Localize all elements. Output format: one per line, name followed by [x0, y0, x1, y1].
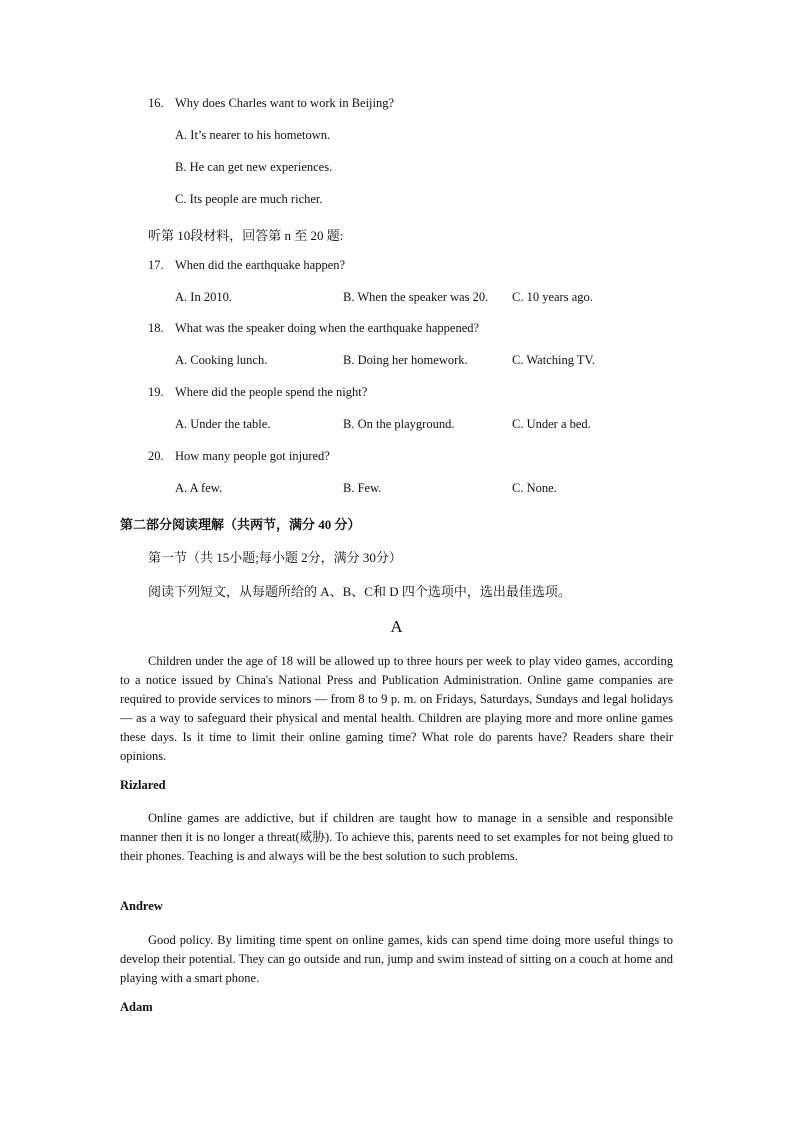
reader-opinion: Good policy. By limiting time spent on online games, kids can spend time doing more useful things to develop their potential. They can go outside and run, jump and swim instead of sitting on a couch at home and playing with a smart phone.: [120, 933, 673, 985]
question-16: [148, 96, 394, 111]
question-number: 20.: [148, 449, 164, 463]
question-text: Why does Charles want to work in Beijing?: [175, 96, 395, 110]
section-instruction: 听第 10段材料，回答第 n 至 20 题:: [148, 228, 344, 243]
question-number: 18.: [148, 321, 164, 335]
question-text: How many people got injured?: [175, 449, 330, 463]
question-text: Where did the people spend the night?: [175, 385, 368, 399]
option-c: C. None.: [512, 481, 557, 495]
question-text: When did the earthquake happen?: [175, 258, 346, 272]
question-number: 19.: [148, 385, 164, 399]
reader-name: Adam: [120, 1000, 153, 1014]
option-a: A. Under the table.: [175, 417, 271, 431]
option-c: C. Watching TV.: [512, 353, 596, 367]
question-17: [148, 258, 345, 273]
question-text: What was the speaker doing when the earthquake happened?: [175, 321, 480, 335]
option-b: B. Doing her homework.: [343, 353, 468, 367]
option-a: A. It’s nearer to his hometown.: [175, 128, 331, 142]
question-19: [148, 385, 367, 400]
option-a: A. Cooking lunch.: [175, 353, 268, 367]
option-c: C. Under a bed.: [512, 417, 591, 431]
reader-opinion: Online games are addictive, but if children are taught how to manage in a sensible and responsible manner then it is no longer a threat(威胁). To achieve this, parents need to set examples for not being glued to their phones. Teaching is and always will be the best solution to such problems.: [120, 811, 673, 863]
option-a: A. A few.: [175, 481, 223, 495]
option-c: C. 10 years ago.: [512, 290, 593, 304]
option-b: B. He can get new experiences.: [175, 160, 333, 174]
section-heading: 第一节（共 15小题;每小题 2分，满分 30分）: [148, 550, 402, 565]
reading-instruction: 阅读下列短文，从每题所给的 A、B、C和 D 四个选项中，选出最佳选项。: [148, 584, 571, 599]
question-18: [148, 321, 479, 336]
question-number: 16.: [148, 96, 164, 110]
option-b: B. On the playground.: [343, 417, 455, 431]
reader-name: Rizlared: [120, 778, 166, 792]
question-20: [148, 449, 330, 464]
option-b: B. When the speaker was 20.: [343, 290, 489, 304]
part-heading: 第二部分阅读理解（共两节，满分 40 分）: [120, 517, 361, 532]
option-a: A. In 2010.: [175, 290, 232, 304]
option-b: B. Few.: [343, 481, 382, 495]
passage-label: A: [390, 617, 403, 636]
question-number: 17.: [148, 258, 164, 272]
reader-name: Andrew: [120, 899, 163, 913]
option-c: C. Its people are much richer.: [175, 192, 323, 206]
passage-intro: Children under the age of 18 will be allowed up to three hours per week to play video games, according to a notice issued by China's National Press and Publication Administration. Online game companies are required to provide services to minors — from 8 to 9 p. m. on Fridays, Saturdays, Sundays and legal holidays — as a way to safeguard their physical and mental health. Children are playing more and more online games these days. Is it time to limit their online gaming time? What role do parents have? Readers share their opinions.: [120, 654, 673, 763]
